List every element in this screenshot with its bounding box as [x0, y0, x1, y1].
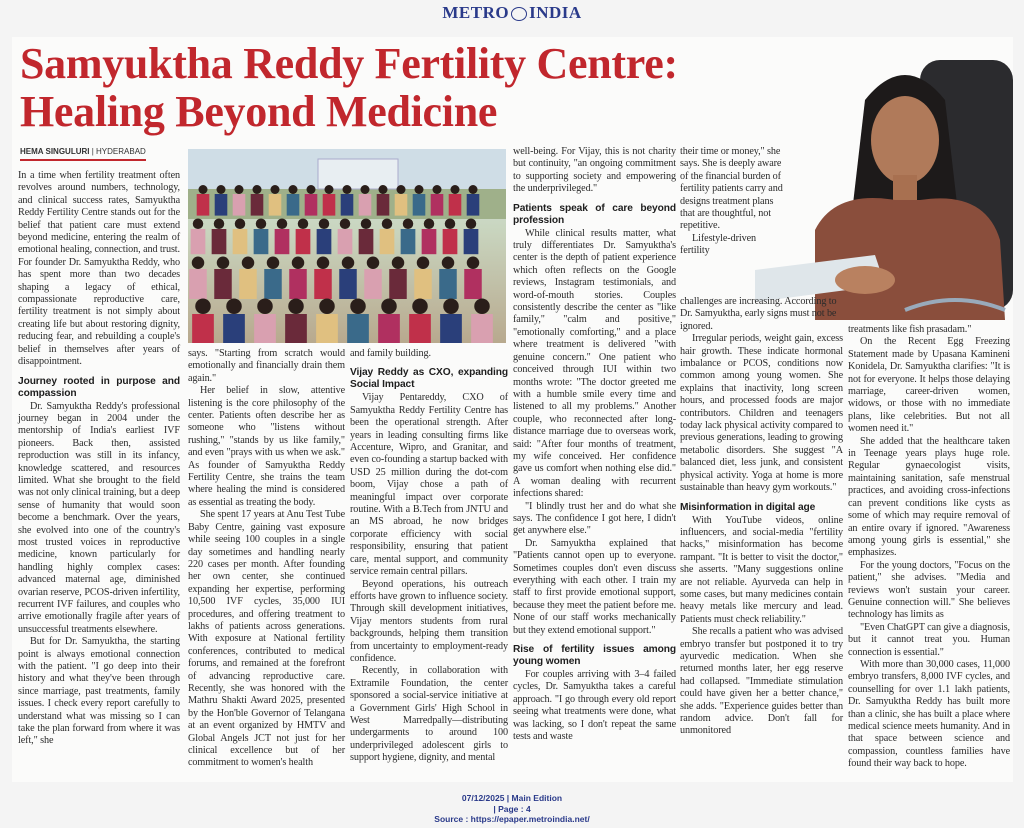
person-head	[350, 299, 366, 315]
person-figure	[189, 269, 207, 299]
paragraph: Recently, in collaboration with Extramile Foundation, the center sponsored a social-service initiative at a Government Girls' High School in West Marredpally—distributing undergarments to around 100 underprivileged adolescent girls to support hygiene, dignity, and mental	[350, 665, 508, 764]
person-figure	[212, 229, 227, 254]
paragraph: With YouTube videos, online influencers, and social-media "fertility hacks," misinformation has become rampant. "It is better to visit the doctor," she asserts. "Many suggestions online are not reliable. Ayurveda can help in some cases, but many medicines contain heavy metals like mercury and lead. Patients must check reliability."	[680, 514, 843, 625]
person-head	[267, 257, 280, 270]
person-head	[424, 219, 435, 230]
paragraph: Her belief in slow, attentive listening is the core philosophy of the center. Patients often describe her as someone who "listens without rushing," "stands by us like family," and even "prays with us when we ask." As founder of Samyuktha Reddy Fertility Centre, she trains the team where healing the mind is considered as essential as treating the body.	[188, 385, 345, 508]
person-head	[342, 257, 355, 270]
paragraph: On the Recent Egg Freezing Statement made by Upasana Kamineni Konidela, Dr. Samyuktha clarifies: "It is not for everyone. It helps those delaying marriage, career-driven women, widows, or those with no immediate plans, like celebrities. But not all women need it."	[848, 336, 1010, 435]
person-head	[307, 185, 316, 194]
person-figure	[464, 229, 479, 254]
byline-separator: |	[89, 147, 97, 156]
paragraph: Lifestyle-driven fertility challenges are increasing. According to Dr. Samyuktha, early signs must not be ignored.	[680, 232, 837, 332]
subheading-journey: Journey rooted in purpose and compassion	[18, 375, 180, 399]
person-figure	[413, 194, 426, 216]
person-figure	[401, 229, 416, 254]
person-figure	[464, 269, 482, 299]
paragraph: Vijay Pentareddy, CXO of Samyuktha Reddy Fertility Centre has been the operational strength. After years in leading consulting firms like Accenture, Wipro, and Granitar, and even co-founding a startup backed with USD 25 million during the dot-com boom, Vijay chose a path of meaningful impact over corporate routine. With a B.Tech from JNTU and an MS abroad, he now bridges corporate efficiency with social responsibility, ensuring that patient care, mental support, and community service remain central pillars.	[350, 392, 508, 578]
person-figure	[233, 229, 248, 254]
person-figure	[341, 194, 354, 216]
person-figure	[347, 314, 369, 343]
person-head	[442, 257, 455, 270]
person-figure	[364, 269, 382, 299]
person-head	[288, 299, 304, 315]
paragraph: With more than 30,000 cases, 11,000 embryo transfers, 8,000 IVF cycles, and counselling for over 1.1 lakh patients, Dr. Samyuktha Reddy has built more than a clinic, she has built a place where medical science meets humanity. And in that space between science and compassion, countless families have found their way back to hope.	[848, 658, 1010, 770]
article-column-3	[350, 348, 508, 765]
person-head	[367, 257, 380, 270]
article-column-4	[513, 146, 676, 743]
person-figure	[449, 194, 462, 216]
person-figure	[251, 194, 264, 216]
person-figure	[316, 314, 338, 343]
paragraph: well-being. For Vijay, this is not charity but continuity, "an ongoing commitment to supporting society and empowering the underprivileged."	[513, 146, 676, 195]
person-head	[317, 257, 330, 270]
person-figure	[191, 229, 206, 254]
paragraph: She recalls a patient who was advised embryo transfer but postponed it to try ayurvedic medication. When she returned months later, her egg reserve had collapsed. "Immediate stimulation could have given her a better chance," she adds. "Experience guides better than random advice. Don't fall for unmonitored	[680, 626, 843, 737]
paragraph: For couples arriving with 3–4 failed cycles, Dr. Samyuktha takes a careful approach. "I go through every old report seeing what treatments were done, what was lacking, so I don't repeat the same tests and waste	[513, 669, 676, 743]
subheading-vijay: Vijay Reddy as CXO, expanding Social Impact	[350, 367, 508, 391]
person-figure	[431, 194, 444, 216]
person-figure	[254, 314, 276, 343]
person-head	[292, 257, 305, 270]
person-head	[217, 185, 226, 194]
page-number: | Page : 4	[493, 803, 531, 814]
person-head	[217, 257, 230, 270]
person-figure	[414, 269, 432, 299]
subheading-misinformation: Misinformation in digital age	[680, 501, 816, 513]
person-figure	[359, 194, 372, 216]
paragraph: says. "Starting from scratch would emotionally and financially drain them again."	[188, 348, 345, 384]
person-head	[417, 257, 430, 270]
person-figure	[359, 229, 374, 254]
person-head	[257, 299, 273, 315]
masthead-left: METRO	[442, 3, 510, 22]
person-head	[214, 219, 225, 230]
person-head	[343, 185, 352, 194]
person-head	[325, 185, 334, 194]
person-head	[235, 185, 244, 194]
headline: Samyuktha Reddy Fertility Centre: Healing Beyond Medicine	[20, 39, 678, 136]
person-head	[298, 219, 309, 230]
person-figure	[314, 269, 332, 299]
paragraph: treatments like fish prasadam."	[848, 324, 972, 335]
edition-footer	[0, 793, 1024, 825]
person-figure	[409, 314, 431, 343]
person-figure	[192, 314, 214, 343]
person-figure	[214, 269, 232, 299]
byline	[20, 147, 146, 161]
person-head	[467, 257, 480, 270]
person-head	[319, 299, 335, 315]
person-figure	[197, 194, 210, 216]
masthead-right: INDIA	[529, 3, 582, 22]
person-figure	[289, 269, 307, 299]
source-link[interactable]: Source : https://epaper.metroindia.net/	[434, 814, 590, 824]
article-column-5	[680, 146, 843, 738]
paragraph: Beyond operations, his outreach efforts have grown to influence society. Through skill development initiatives, Vijay mentors students from rural backgrounds, helping them transition from uncertainty to employment-ready confidence.	[350, 578, 508, 664]
person-head	[253, 185, 262, 194]
person-head	[289, 185, 298, 194]
person-figure	[378, 314, 400, 343]
person-head	[415, 185, 424, 194]
person-head	[277, 219, 288, 230]
paragraph: She added that the healthcare taken in Teenage years plays huge role. Regular gynaecologist visits, maintaining sanitation, safe menstrual practices, and avoiding cross-infections can prevent conditions like cysts as some of which may require removal of an entire ovary if ignored. "Awareness among young girls is essential," she emphasizes.	[848, 435, 1010, 559]
paragraph: "Even ChatGPT can give a diagnosis, but it cannot treat you. Human connection is essential."	[848, 621, 1010, 658]
person-figure	[269, 194, 282, 216]
paragraph: She spent 17 years at Anu Test Tube Baby Centre, gaining vast exposure while seeing 100 couples in a single day sometimes and handling nearly 220 cases per month. After founding her own center, she continued expanding her expertise, performing 10,500 IVF cycles, 35,000 IUI procedures, and offering treatment to lakhs of patients across generations. With exposure at National fertility conferences, contributed to medical forums, and remained at the forefront of advancing reproductive care. Recently, she was honored with the Mathru Shakti Award 2025, presented by the Hon'ble Governor of Telangana at an event organized by HMTV and Global Angels JCT not just for her clinical excellence but of her commitment to women's health	[188, 509, 345, 769]
person-head	[381, 299, 397, 315]
person-figure	[471, 314, 493, 343]
person-head	[192, 257, 205, 270]
person-figure	[377, 194, 390, 216]
person-head	[445, 219, 456, 230]
person-figure	[339, 269, 357, 299]
paragraph: But for Dr. Samyuktha, the starting point is always emotional connection with the patient. "I go deep into their history and what they've been through since marriage, past treatments, family issues. I check every report carefully to understand what was missing so I can take the plan forward from where it was left," she	[18, 636, 180, 747]
person-head	[382, 219, 393, 230]
paragraph: their time or money," she says. She is deeply aware of the financial burden of fertility patients carry and designs treatment plans that are thoughtful, not repetitive.	[680, 146, 783, 232]
person-head	[361, 185, 370, 194]
person-figure	[264, 269, 282, 299]
person-head	[451, 185, 460, 194]
person-figure	[287, 194, 300, 216]
person-head	[256, 219, 267, 230]
paragraph: While clinical results matter, what truly differentiates Dr. Samyuktha's center is the depth of patient experience which often reflects on the Google reviews, Instagram testimonials, and word-of-mouth stories. Couples consistently describe the center as "like family," "calm and positive," "emotionally comforting," and a place where treatment is delivered "with genuine concern." One patient who conceived through IUI within two months wrote: "The doctor greeted me with a humble smile every time and listened to all my problems." Another couple, who reconnected after long-distance marriage due to overseas work, said: "After four months of treatment, my wife conceived. Her confidence gave us comfort when nothing else did." A woman dealing with recurrent infections shared:	[513, 227, 676, 500]
edition-date: 07/12/2025 | Main Edition	[461, 793, 563, 803]
group-photo-illustration	[188, 149, 506, 343]
person-head	[379, 185, 388, 194]
person-head	[392, 257, 405, 270]
person-head	[195, 299, 211, 315]
person-figure	[296, 229, 311, 254]
person-figure	[395, 194, 408, 216]
group-photo	[188, 149, 506, 343]
person-head	[199, 185, 208, 194]
person-figure	[380, 229, 395, 254]
person-figure	[439, 269, 457, 299]
person-figure	[233, 194, 246, 216]
person-figure	[443, 229, 458, 254]
person-figure	[275, 229, 290, 254]
person-head	[319, 219, 330, 230]
person-head	[443, 299, 459, 315]
person-figure	[467, 194, 480, 216]
paragraph: "I blindly trust her and do what she says. The confidence I got here, I didn't get anywhere else."	[513, 500, 676, 537]
article-column-6	[848, 324, 1010, 771]
person-head	[433, 185, 442, 194]
person-figure	[305, 194, 318, 216]
article-column-1	[18, 170, 180, 748]
person-figure	[440, 314, 462, 343]
person-head	[403, 219, 414, 230]
paragraph: Dr. Samyuktha Reddy's professional journey began in 2004 under the mentorship of India's earliest IVF pioneers. Back then, assisted reproduction was still in its infancy, knowledge scattered, and resources limited. What she brought to the field was not only clinical training, but a deep sense of humanity that would soon become a benchmark. Over the years, she evolved into one of the country's most trusted voices in reproductive medicine, known particularly for handling highly complex cases: advanced maternal age, diminished ovarian reserve, PCOS-driven infertility, recurrent IVF failures, and couples who arrive emotionally fragile after years of unsuccessful treatments elsewhere.	[18, 400, 180, 635]
person-figure	[215, 194, 228, 216]
person-figure	[389, 269, 407, 299]
person-head	[193, 219, 204, 230]
person-head	[226, 299, 242, 315]
person-figure	[422, 229, 437, 254]
byline-location: HYDERABAD	[96, 147, 146, 156]
subheading-rise: Rise of fertility issues among young women	[513, 644, 676, 668]
person-figure	[239, 269, 257, 299]
person-head	[412, 299, 428, 315]
person-figure	[254, 229, 269, 254]
person-head	[397, 185, 406, 194]
emblem-icon	[511, 7, 527, 21]
newspaper-masthead	[0, 3, 1024, 23]
paragraph: Dr. Samyuktha explained that "Patients cannot open up to everyone. Sometimes couples don't even discuss everything with each other. I train my staff to first provide emotional support, because they meet the patient before me. None of our staff works mechanically but they extend emotional support."	[513, 537, 676, 636]
person-figure	[317, 229, 332, 254]
paragraph: For the young doctors, "Focus on the patient," she advises. "Media and reviews won't sustain your career. Genuine connection will." She believes technology has limits as	[848, 559, 1010, 621]
person-figure	[285, 314, 307, 343]
person-head	[361, 219, 372, 230]
person-head	[340, 219, 351, 230]
byline-author: HEMA SINGULURI	[20, 147, 90, 156]
subheading-patients: Patients speak of care beyond profession	[513, 202, 676, 226]
person-head	[235, 219, 246, 230]
person-head	[271, 185, 280, 194]
paragraph: Irregular periods, weight gain, excess hair growth. These indicate hormonal imbalance or PCOS, conditions now common among young women. She explains that inactivity, long screen hours, and processed foods are major contributors. Children and teenagers today lack physical activity compared to previous generations, leading to growing metabolic disorders. She suggest "A balanced diet, less junk, and consistent physical activity. Yoga at home is more sustainable than heavy gym workouts."	[680, 333, 843, 494]
article-column-2	[188, 348, 345, 770]
person-figure	[223, 314, 245, 343]
person-head	[474, 299, 490, 315]
person-head	[466, 219, 477, 230]
person-figure	[338, 229, 353, 254]
person-figure	[323, 194, 336, 216]
paragraph: and family building.	[350, 348, 431, 359]
person-head	[242, 257, 255, 270]
person-head	[469, 185, 478, 194]
intro-paragraph: In a time when fertility treatment often revolves around numbers, technology, and clinical success rates, Samyuktha Reddy Fertility Centre stands out for the belief that patient care must extend beyond medicine, entering the realm of emotional healing, connection, and trust. For founder Dr. Samyuktha Reddy, who has spent more than two decades shaping a legacy of ethical, compassionate reproductive care, fertility treatment is not simply about creating life but about restoring dignity, reducing fear, and rebuilding a couple's belief in themselves after years of disappointment.	[18, 170, 180, 368]
